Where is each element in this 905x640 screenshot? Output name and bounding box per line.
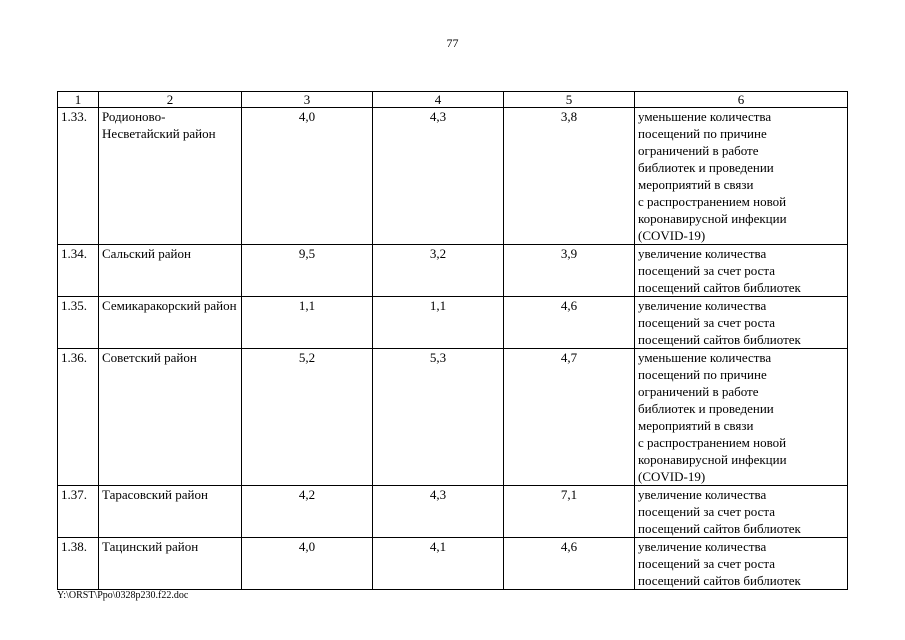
value-col4-cell: 1,1 [373,297,504,349]
note-line: увеличение количества [638,487,767,502]
row-number-cell: 1.34. [58,245,99,297]
row-number-cell: 1.36. [58,349,99,486]
table-row [58,297,848,349]
value-col5-cell: 4,6 [504,538,635,590]
value-col3-cell: 9,5 [242,245,373,297]
row-number-cell: 1.33. [58,108,99,245]
note-line: увеличение количества [638,298,767,313]
table-body [58,92,848,590]
value-col5-cell: 4,7 [504,349,635,486]
note-cell [635,486,848,538]
note-line: библиотек и проведении [638,401,774,416]
note-line: мероприятий в связи [638,177,754,192]
note-line: (COVID-19) [638,469,706,484]
note-cell [635,245,848,297]
table-row [58,108,848,245]
note-line: посещений по причине [638,126,767,141]
value-col5-cell: 3,8 [504,108,635,245]
table-row [58,349,848,486]
column-header: 6 [635,92,848,108]
column-header: 3 [242,92,373,108]
value-col3-cell: 4,2 [242,486,373,538]
note-line: ограничений в работе [638,384,759,399]
district-name-cell: Родионово-Несветайский район [99,108,242,245]
note-line: посещений за счет роста [638,504,775,519]
note-line: посещений сайтов библиотек [638,280,801,295]
table-row [58,245,848,297]
data-table [57,91,848,590]
table-header-row [58,92,848,108]
district-name-cell: Семикаракорский район [99,297,242,349]
note-line: посещений сайтов библиотек [638,573,801,588]
district-name-cell: Тацинский район [99,538,242,590]
note-line: коронавирусной инфекции [638,211,787,226]
value-col3-cell: 1,1 [242,297,373,349]
note-line: посещений за счет роста [638,263,775,278]
value-col3-cell: 5,2 [242,349,373,486]
note-line: увеличение количества [638,246,767,261]
note-line: уменьшение количества [638,350,772,365]
note-line: коронавирусной инфекции [638,452,787,467]
value-col4-cell: 4,1 [373,538,504,590]
note-line: посещений сайтов библиотек [638,521,801,536]
note-line: мероприятий в связи [638,418,754,433]
value-col5-cell: 3,9 [504,245,635,297]
note-cell [635,108,848,245]
page-number: 77 [446,36,459,50]
value-col4-cell: 3,2 [373,245,504,297]
column-header: 4 [373,92,504,108]
column-header: 2 [99,92,242,108]
row-number-cell: 1.38. [58,538,99,590]
value-col4-cell: 4,3 [373,108,504,245]
note-line: с распространением новой [638,194,787,209]
row-number-cell: 1.37. [58,486,99,538]
note-cell [635,538,848,590]
note-line: уменьшение количества [638,109,772,124]
value-col3-cell: 4,0 [242,538,373,590]
note-cell [635,349,848,486]
value-col5-cell: 4,6 [504,297,635,349]
value-col4-cell: 5,3 [373,349,504,486]
note-line: с распространением новой [638,435,787,450]
value-col4-cell: 4,3 [373,486,504,538]
note-line: (COVID-19) [638,228,706,243]
note-line: увеличение количества [638,539,767,554]
note-cell [635,297,848,349]
note-line: посещений за счет роста [638,315,775,330]
note-line: ограничений в работе [638,143,759,158]
note-line: посещений по причине [638,367,767,382]
note-line: посещений за счет роста [638,556,775,571]
table-row [58,538,848,590]
row-number-cell: 1.35. [58,297,99,349]
note-line: посещений сайтов библиотек [638,332,801,347]
district-name-cell: Советский район [99,349,242,486]
column-header: 1 [58,92,99,108]
table-row [58,486,848,538]
column-header: 5 [504,92,635,108]
district-name-cell: Тарасовский район [99,486,242,538]
note-line: библиотек и проведении [638,160,774,175]
value-col5-cell: 7,1 [504,486,635,538]
district-name-cell: Сальский район [99,245,242,297]
value-col3-cell: 4,0 [242,108,373,245]
footer-file-path: Y:\ORST\Ppo\0328p230.f22.doc [57,590,189,601]
